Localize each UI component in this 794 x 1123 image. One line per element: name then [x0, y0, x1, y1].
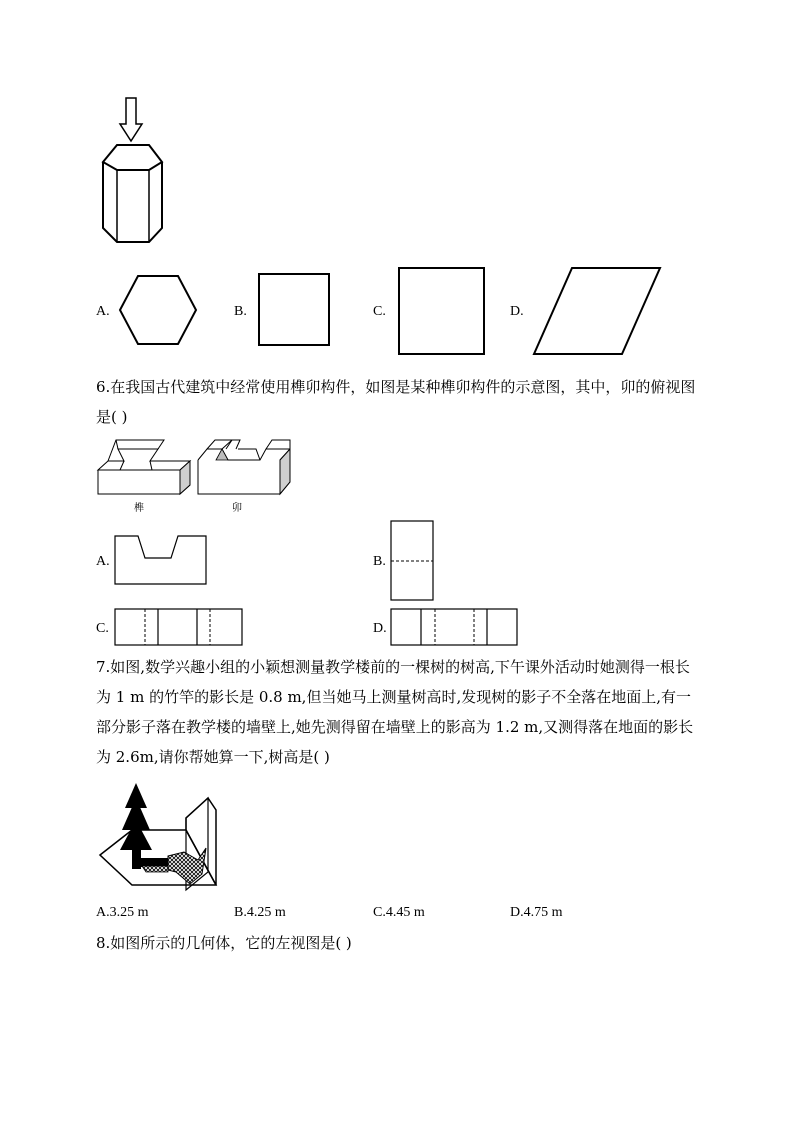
q7-option-b[interactable]: B.4.25 m — [234, 905, 286, 920]
q5-option-a-label[interactable]: A. — [96, 304, 110, 319]
q6-option-d-label[interactable]: D. — [373, 621, 387, 636]
q7-option-a[interactable]: A.3.25 m — [96, 905, 149, 920]
tenon-caption: 榫 — [134, 503, 144, 514]
q5-option-d-label[interactable]: D. — [510, 304, 524, 319]
q7-question-text: 7.如图,数学兴趣小组的小颖想测量教学楼前的一棵树的树高,下午课外活动时她测得一根长为 1 m 的竹竿的影长是 0.8 m,但当她马上测量树高时,发现树的影子不全落在地面上,有一部分影子落在教学楼的墙壁上,她先测得留在墙壁上的影高为 1.2 m,又测得落在地面的影长为 2.6m,请你帮她算一下,树高是( ) — [96, 658, 694, 766]
q6-option-a-label[interactable]: A. — [96, 554, 110, 569]
tree-icon — [120, 783, 168, 869]
q5-option-c-label[interactable]: C. — [373, 304, 386, 319]
q6-question-text: 6.在我国古代建筑中经常使用榫卯构件，如图是某种榫卯构件的示意图，其中，卯的俯视图是( ) — [96, 378, 696, 426]
q6-option-c-label[interactable]: C. — [96, 621, 109, 636]
q5-option-b-label[interactable]: B. — [234, 304, 247, 319]
q7-option-c[interactable]: C.4.45 m — [373, 905, 425, 920]
q6-option-b-label[interactable]: B. — [373, 554, 386, 569]
q8-question-text: 8.如图所示的几何体，它的左视图是( ) — [96, 934, 352, 952]
q7-option-d[interactable]: D.4.75 m — [510, 905, 563, 920]
mortise-caption: 卯 — [232, 503, 242, 514]
